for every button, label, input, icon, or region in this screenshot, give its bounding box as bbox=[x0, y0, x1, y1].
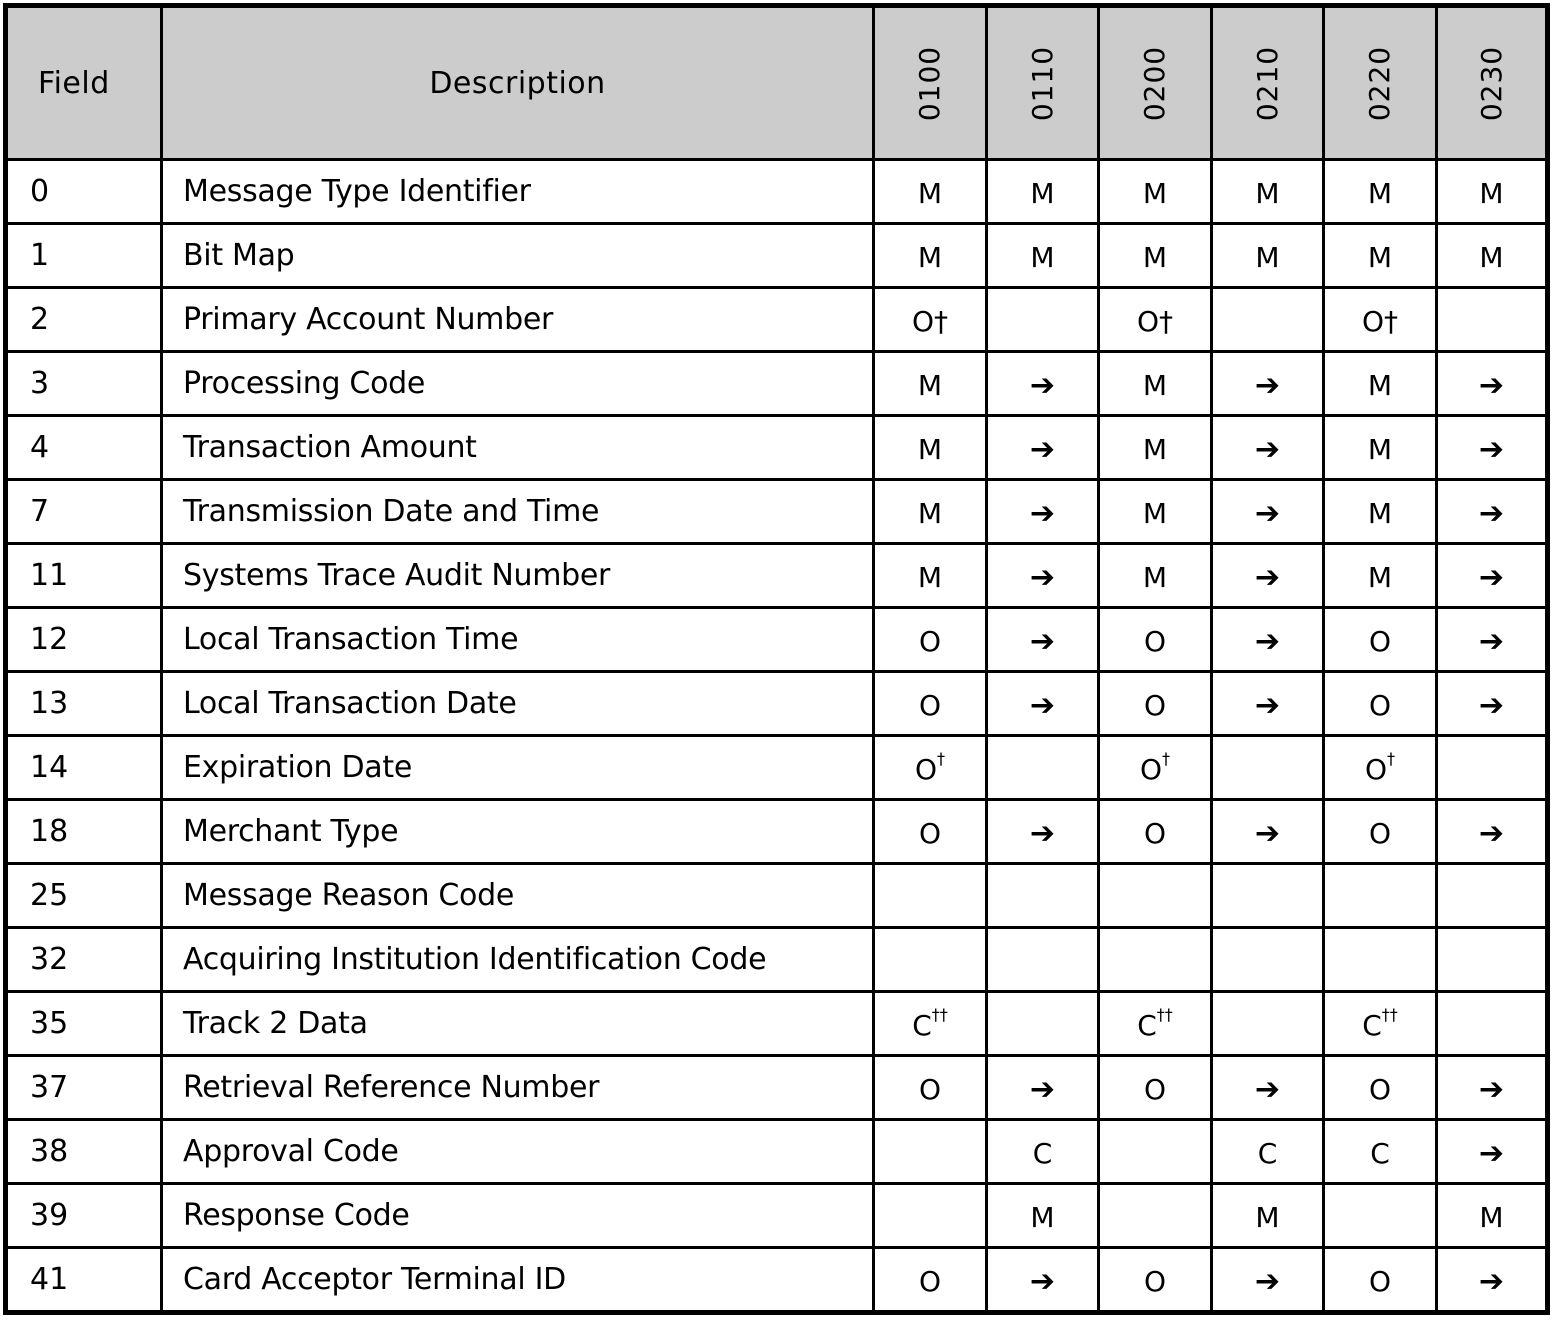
field-number: 11 bbox=[6, 544, 162, 608]
arrow-right-icon: ➔ bbox=[1478, 496, 1505, 531]
requirement-code: O bbox=[918, 625, 942, 658]
arrow-right-icon: ➔ bbox=[1029, 816, 1056, 851]
arrow-right-icon: ➔ bbox=[1478, 816, 1505, 851]
requirement-cell-0220 bbox=[1324, 224, 1437, 288]
requirement-cell-0110 bbox=[987, 1248, 1099, 1313]
field-description: Message Reason Code bbox=[162, 864, 874, 928]
field-description: Processing Code bbox=[162, 352, 874, 416]
table-row bbox=[6, 1056, 1548, 1120]
requirement-cell-0230 bbox=[1437, 928, 1548, 992]
arrow-right-icon: ➔ bbox=[1254, 1072, 1281, 1107]
requirement-cell-0210 bbox=[1212, 800, 1324, 864]
requirement-code: M bbox=[1367, 497, 1393, 530]
requirement-code: M bbox=[1367, 177, 1393, 210]
requirement-cell-0200 bbox=[1099, 1056, 1212, 1120]
field-description: Retrieval Reference Number bbox=[162, 1056, 874, 1120]
requirement-cell-0200 bbox=[1099, 160, 1212, 224]
requirement-cell-0220 bbox=[1324, 928, 1437, 992]
arrow-right-icon: ➔ bbox=[1029, 560, 1056, 595]
table-row bbox=[6, 1248, 1548, 1313]
requirement-cell-0230 bbox=[1437, 672, 1548, 736]
requirement-cell-0220 bbox=[1324, 416, 1437, 480]
header-mti-0200: 0200 bbox=[1099, 6, 1212, 160]
requirement-code: M bbox=[917, 177, 943, 210]
arrow-right-icon: ➔ bbox=[1478, 688, 1505, 723]
requirement-cell-0230 bbox=[1437, 992, 1548, 1056]
header-description: Description bbox=[162, 6, 874, 160]
requirement-code: M bbox=[1030, 1201, 1055, 1234]
requirement-code: M bbox=[1255, 177, 1280, 210]
requirement-code: C bbox=[1032, 1137, 1053, 1170]
table-row bbox=[6, 544, 1548, 608]
requirement-cell-0230 bbox=[1437, 480, 1548, 544]
requirement-code: M bbox=[1367, 369, 1393, 402]
arrow-right-icon: ➔ bbox=[1254, 432, 1281, 467]
requirement-cell-0210 bbox=[1212, 352, 1324, 416]
requirement-code: O bbox=[918, 1265, 942, 1298]
header-field: Field bbox=[6, 6, 162, 160]
dagger-footnote-marker: †† bbox=[1156, 1005, 1173, 1024]
requirement-code: O bbox=[1143, 817, 1167, 850]
requirement-cell-0110 bbox=[987, 672, 1099, 736]
arrow-right-icon: ➔ bbox=[1029, 432, 1056, 467]
requirement-cell-0110 bbox=[987, 864, 1099, 928]
requirement-cell-0200 bbox=[1099, 864, 1212, 928]
requirement-cell-0200 bbox=[1099, 800, 1212, 864]
requirement-code: O† bbox=[1361, 305, 1399, 338]
requirement-code: O† bbox=[1136, 305, 1174, 338]
field-description: Response Code bbox=[162, 1184, 874, 1248]
requirement-code: M bbox=[1367, 561, 1393, 594]
requirement-cell-0210 bbox=[1212, 480, 1324, 544]
table-row bbox=[6, 480, 1548, 544]
arrow-right-icon: ➔ bbox=[1029, 368, 1056, 403]
requirement-cell-0220 bbox=[1324, 544, 1437, 608]
requirement-cell-0110 bbox=[987, 288, 1099, 352]
requirement-cell-0100 bbox=[874, 864, 987, 928]
requirement-cell-0110 bbox=[987, 352, 1099, 416]
requirement-cell-0210 bbox=[1212, 544, 1324, 608]
field-description: Merchant Type bbox=[162, 800, 874, 864]
requirement-cell-0210 bbox=[1212, 224, 1324, 288]
field-description: Card Acceptor Terminal ID bbox=[162, 1248, 874, 1313]
requirement-cell-0210 bbox=[1212, 864, 1324, 928]
field-description: Bit Map bbox=[162, 224, 874, 288]
requirement-cell-0100 bbox=[874, 736, 987, 800]
arrow-right-icon: ➔ bbox=[1254, 1264, 1281, 1299]
dagger-footnote-marker: † bbox=[1162, 749, 1171, 768]
requirement-cell-0110 bbox=[987, 992, 1099, 1056]
requirement-cell-0230 bbox=[1437, 1056, 1548, 1120]
requirement-code: M bbox=[917, 497, 943, 530]
requirement-cell-0110 bbox=[987, 416, 1099, 480]
table-row bbox=[6, 800, 1548, 864]
table-row bbox=[6, 928, 1548, 992]
field-number: 18 bbox=[6, 800, 162, 864]
requirement-code: O bbox=[1368, 625, 1392, 658]
requirement-cell-0230 bbox=[1437, 1248, 1548, 1313]
requirement-cell-0100 bbox=[874, 928, 987, 992]
field-number: 37 bbox=[6, 1056, 162, 1120]
table-row bbox=[6, 1120, 1548, 1184]
field-number: 35 bbox=[6, 992, 162, 1056]
requirement-cell-0220 bbox=[1324, 1120, 1437, 1184]
requirement-code: O bbox=[1143, 625, 1167, 658]
requirement-cell-0230 bbox=[1437, 1184, 1548, 1248]
table-row bbox=[6, 224, 1548, 288]
requirement-cell-0220 bbox=[1324, 800, 1437, 864]
arrow-right-icon: ➔ bbox=[1029, 496, 1056, 531]
requirement-code: O bbox=[1368, 1073, 1392, 1106]
field-description: Transmission Date and Time bbox=[162, 480, 874, 544]
arrow-right-icon: ➔ bbox=[1478, 560, 1505, 595]
arrow-right-icon: ➔ bbox=[1254, 688, 1281, 723]
arrow-right-icon: ➔ bbox=[1254, 624, 1281, 659]
requirement-code: C bbox=[1362, 1009, 1382, 1042]
requirement-cell-0220 bbox=[1324, 1248, 1437, 1313]
header-mti-0230: 0230 bbox=[1437, 6, 1548, 160]
requirement-cell-0200 bbox=[1099, 224, 1212, 288]
arrow-right-icon: ➔ bbox=[1029, 1072, 1056, 1107]
requirement-cell-0210 bbox=[1212, 1056, 1324, 1120]
header-mti-0110: 0110 bbox=[987, 6, 1099, 160]
requirement-cell-0200 bbox=[1099, 416, 1212, 480]
requirement-cell-0210 bbox=[1212, 1184, 1324, 1248]
table-row bbox=[6, 864, 1548, 928]
requirement-code: M bbox=[1030, 241, 1055, 274]
arrow-right-icon: ➔ bbox=[1254, 560, 1281, 595]
arrow-right-icon: ➔ bbox=[1254, 816, 1281, 851]
requirement-cell-0100 bbox=[874, 352, 987, 416]
field-number: 39 bbox=[6, 1184, 162, 1248]
requirement-code: O bbox=[918, 1073, 942, 1106]
requirement-code: C bbox=[1257, 1137, 1278, 1170]
dagger-footnote-marker: †† bbox=[931, 1005, 948, 1024]
requirement-code: O bbox=[918, 817, 942, 850]
field-description: Expiration Date bbox=[162, 736, 874, 800]
requirement-cell-0100 bbox=[874, 992, 987, 1056]
field-description: Local Transaction Date bbox=[162, 672, 874, 736]
requirement-cell-0220 bbox=[1324, 1184, 1437, 1248]
requirement-cell-0110 bbox=[987, 800, 1099, 864]
requirement-code: O bbox=[1368, 689, 1392, 722]
requirement-code: O bbox=[1364, 753, 1388, 786]
header-mti-0220: 0220 bbox=[1324, 6, 1437, 160]
requirement-code: M bbox=[1367, 241, 1393, 274]
field-number: 14 bbox=[6, 736, 162, 800]
requirement-code: M bbox=[1479, 177, 1504, 210]
requirement-cell-0100 bbox=[874, 224, 987, 288]
dagger-footnote-marker: † bbox=[1387, 749, 1396, 768]
requirement-cell-0220 bbox=[1324, 352, 1437, 416]
requirement-code: O bbox=[1368, 817, 1392, 850]
table-row bbox=[6, 416, 1548, 480]
requirement-cell-0110 bbox=[987, 1184, 1099, 1248]
requirement-code: O bbox=[1368, 1265, 1392, 1298]
table-row bbox=[6, 288, 1548, 352]
field-description: Local Transaction Time bbox=[162, 608, 874, 672]
requirement-cell-0230 bbox=[1437, 736, 1548, 800]
requirement-code: M bbox=[1142, 561, 1168, 594]
arrow-right-icon: ➔ bbox=[1254, 496, 1281, 531]
requirement-cell-0110 bbox=[987, 480, 1099, 544]
requirement-code: M bbox=[1255, 241, 1280, 274]
requirement-cell-0210 bbox=[1212, 1120, 1324, 1184]
requirement-cell-0210 bbox=[1212, 736, 1324, 800]
requirement-cell-0220 bbox=[1324, 608, 1437, 672]
requirement-cell-0210 bbox=[1212, 160, 1324, 224]
requirement-cell-0100 bbox=[874, 288, 987, 352]
requirement-cell-0210 bbox=[1212, 928, 1324, 992]
table-row bbox=[6, 160, 1548, 224]
requirement-code: M bbox=[1030, 177, 1055, 210]
requirement-code: O bbox=[1143, 1265, 1167, 1298]
requirement-code: O bbox=[1139, 753, 1163, 786]
dagger-footnote-marker: †† bbox=[1381, 1005, 1398, 1024]
requirement-cell-0110 bbox=[987, 224, 1099, 288]
arrow-right-icon: ➔ bbox=[1478, 624, 1505, 659]
requirement-cell-0200 bbox=[1099, 1120, 1212, 1184]
field-description: Message Type Identifier bbox=[162, 160, 874, 224]
arrow-right-icon: ➔ bbox=[1478, 1264, 1505, 1299]
requirement-cell-0200 bbox=[1099, 928, 1212, 992]
requirement-cell-0100 bbox=[874, 1056, 987, 1120]
requirement-code: M bbox=[1255, 1201, 1280, 1234]
requirement-cell-0200 bbox=[1099, 736, 1212, 800]
requirement-code: O bbox=[1143, 1073, 1167, 1106]
requirement-code: M bbox=[917, 241, 943, 274]
requirement-cell-0210 bbox=[1212, 416, 1324, 480]
requirement-code: M bbox=[917, 433, 943, 466]
header-mti-0210: 0210 bbox=[1212, 6, 1324, 160]
requirement-cell-0220 bbox=[1324, 1056, 1437, 1120]
table-row bbox=[6, 736, 1548, 800]
requirement-cell-0230 bbox=[1437, 352, 1548, 416]
requirement-cell-0230 bbox=[1437, 416, 1548, 480]
requirement-cell-0110 bbox=[987, 608, 1099, 672]
field-description: Acquiring Institution Identification Code bbox=[162, 928, 874, 992]
table-row bbox=[6, 672, 1548, 736]
requirement-cell-0100 bbox=[874, 672, 987, 736]
requirement-cell-0200 bbox=[1099, 672, 1212, 736]
requirement-code: M bbox=[1367, 433, 1393, 466]
table-body bbox=[6, 160, 1548, 1313]
requirement-cell-0220 bbox=[1324, 480, 1437, 544]
requirement-code: M bbox=[1142, 497, 1168, 530]
requirement-code: M bbox=[917, 561, 943, 594]
field-number: 4 bbox=[6, 416, 162, 480]
arrow-right-icon: ➔ bbox=[1478, 1136, 1505, 1171]
requirement-cell-0230 bbox=[1437, 864, 1548, 928]
arrow-right-icon: ➔ bbox=[1478, 432, 1505, 467]
requirement-code: O bbox=[918, 689, 942, 722]
requirement-cell-0110 bbox=[987, 736, 1099, 800]
arrow-right-icon: ➔ bbox=[1478, 368, 1505, 403]
iso8583-field-table bbox=[3, 3, 1550, 1315]
requirement-cell-0100 bbox=[874, 544, 987, 608]
requirement-code: O bbox=[1143, 689, 1167, 722]
requirement-cell-0110 bbox=[987, 1056, 1099, 1120]
arrow-right-icon: ➔ bbox=[1029, 624, 1056, 659]
requirement-code: M bbox=[1479, 1201, 1504, 1234]
requirement-cell-0210 bbox=[1212, 1248, 1324, 1313]
field-description: Systems Trace Audit Number bbox=[162, 544, 874, 608]
field-number: 1 bbox=[6, 224, 162, 288]
header-row bbox=[6, 6, 1548, 160]
requirement-code: O bbox=[914, 753, 938, 786]
requirement-cell-0230 bbox=[1437, 608, 1548, 672]
requirement-cell-0200 bbox=[1099, 608, 1212, 672]
field-number: 12 bbox=[6, 608, 162, 672]
requirement-cell-0210 bbox=[1212, 288, 1324, 352]
requirement-cell-0100 bbox=[874, 480, 987, 544]
requirement-code: C bbox=[912, 1009, 932, 1042]
field-number: 7 bbox=[6, 480, 162, 544]
requirement-cell-0230 bbox=[1437, 160, 1548, 224]
table-row bbox=[6, 992, 1548, 1056]
requirement-cell-0220 bbox=[1324, 864, 1437, 928]
requirement-cell-0200 bbox=[1099, 352, 1212, 416]
field-number: 38 bbox=[6, 1120, 162, 1184]
requirement-cell-0220 bbox=[1324, 160, 1437, 224]
requirement-cell-0220 bbox=[1324, 992, 1437, 1056]
field-number: 0 bbox=[6, 160, 162, 224]
field-description: Approval Code bbox=[162, 1120, 874, 1184]
requirement-cell-0100 bbox=[874, 1120, 987, 1184]
requirement-code: C bbox=[1137, 1009, 1157, 1042]
field-number: 41 bbox=[6, 1248, 162, 1313]
requirement-code: O† bbox=[911, 305, 949, 338]
requirement-code: M bbox=[1142, 433, 1168, 466]
arrow-right-icon: ➔ bbox=[1478, 1072, 1505, 1107]
arrow-right-icon: ➔ bbox=[1254, 368, 1281, 403]
header-mti-0100: 0100 bbox=[874, 6, 987, 160]
arrow-right-icon: ➔ bbox=[1029, 1264, 1056, 1299]
requirement-cell-0200 bbox=[1099, 992, 1212, 1056]
field-number: 3 bbox=[6, 352, 162, 416]
requirement-cell-0100 bbox=[874, 800, 987, 864]
requirement-cell-0220 bbox=[1324, 672, 1437, 736]
requirement-cell-0110 bbox=[987, 1120, 1099, 1184]
table-row bbox=[6, 352, 1548, 416]
requirement-cell-0200 bbox=[1099, 544, 1212, 608]
field-number: 25 bbox=[6, 864, 162, 928]
requirement-cell-0110 bbox=[987, 928, 1099, 992]
requirement-cell-0110 bbox=[987, 544, 1099, 608]
requirement-cell-0220 bbox=[1324, 736, 1437, 800]
requirement-code: M bbox=[1142, 241, 1168, 274]
requirement-cell-0200 bbox=[1099, 480, 1212, 544]
requirement-code: M bbox=[1479, 241, 1504, 274]
field-number: 2 bbox=[6, 288, 162, 352]
requirement-cell-0100 bbox=[874, 160, 987, 224]
requirement-cell-0100 bbox=[874, 1184, 987, 1248]
requirement-cell-0230 bbox=[1437, 224, 1548, 288]
requirement-cell-0100 bbox=[874, 608, 987, 672]
requirement-cell-0200 bbox=[1099, 1248, 1212, 1313]
dagger-footnote-marker: † bbox=[937, 749, 946, 768]
requirement-cell-0200 bbox=[1099, 1184, 1212, 1248]
requirement-cell-0220 bbox=[1324, 288, 1437, 352]
field-description: Transaction Amount bbox=[162, 416, 874, 480]
requirement-code: M bbox=[917, 369, 943, 402]
field-number: 13 bbox=[6, 672, 162, 736]
requirement-code: M bbox=[1142, 177, 1168, 210]
requirement-cell-0230 bbox=[1437, 544, 1548, 608]
requirement-cell-0200 bbox=[1099, 288, 1212, 352]
requirement-cell-0210 bbox=[1212, 608, 1324, 672]
table-row bbox=[6, 608, 1548, 672]
requirement-cell-0100 bbox=[874, 416, 987, 480]
requirement-cell-0230 bbox=[1437, 800, 1548, 864]
table-row bbox=[6, 1184, 1548, 1248]
requirement-cell-0230 bbox=[1437, 1120, 1548, 1184]
field-description: Track 2 Data bbox=[162, 992, 874, 1056]
requirement-cell-0230 bbox=[1437, 288, 1548, 352]
field-number: 32 bbox=[6, 928, 162, 992]
requirement-cell-0210 bbox=[1212, 672, 1324, 736]
requirement-cell-0210 bbox=[1212, 992, 1324, 1056]
field-description: Primary Account Number bbox=[162, 288, 874, 352]
requirement-code: C bbox=[1370, 1137, 1390, 1170]
requirement-cell-0110 bbox=[987, 160, 1099, 224]
arrow-right-icon: ➔ bbox=[1029, 688, 1056, 723]
requirement-cell-0100 bbox=[874, 1248, 987, 1313]
requirement-code: M bbox=[1142, 369, 1168, 402]
